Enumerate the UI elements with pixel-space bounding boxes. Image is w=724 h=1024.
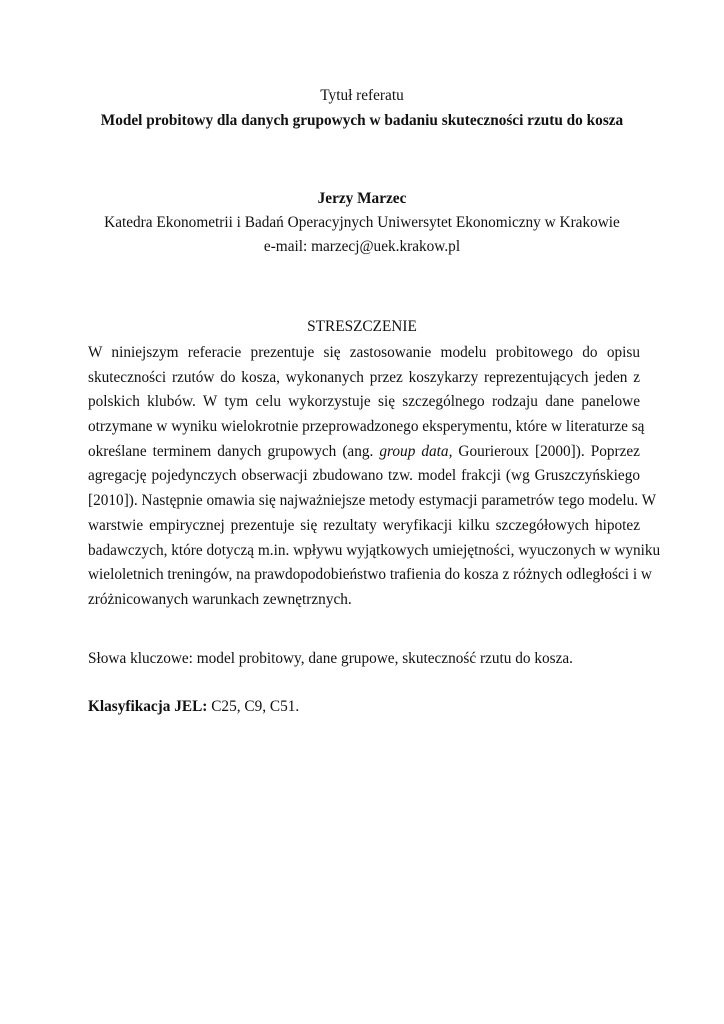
abstract-body: [88, 341, 661, 613]
abstract-line: zróżnicowanych warunkach zewnętrznych.: [88, 590, 352, 608]
author-affiliation: Katedra Ekonometrii i Badań Operacyjnych Uniwersytet Ekonomiczny w Krakowie: [104, 214, 620, 231]
jel-classification: [88, 697, 299, 717]
jel-codes: C25, C9, C51.: [207, 698, 300, 715]
abstract-line-italic: group data,: [379, 442, 453, 460]
abstract-line: warstwie empirycznej prezentuje się rezultaty weryfikacji kilku szczegółowych hipotez: [88, 516, 640, 534]
title-label: Tytuł referatu: [320, 87, 404, 104]
author-email: e-mail: marzecj@uek.krakow.pl: [263, 238, 461, 255]
abstract-line: agregację pojedynczych obserwacji zbudowano tzw. model frakcji (wg Gruszczyńskiego: [88, 467, 640, 485]
abstract-line: polskich klubów. W tym celu wykorzystuje się szczególnego rodzaju dane panelowe: [88, 393, 640, 411]
author-name: Jerzy Marzec: [317, 190, 407, 207]
abstract-line: skuteczności rzutów do kosza, wykonanych przez koszykarzy reprezentujących jeden z: [88, 368, 640, 386]
abstract-line: badawczych, które dotyczą m.in. wpływu wyjątkowych umiejętności, wyuczonych w wyniku: [88, 541, 661, 559]
abstract-line: [88, 440, 640, 465]
keywords: Słowa kluczowe: model probitowy, dane grupowe, skuteczność rzutu do kosza.: [88, 650, 573, 667]
abstract-heading: STRESZCZENIE: [307, 318, 417, 335]
jel-label: Klasyfikacja JEL:: [88, 698, 208, 715]
paper-title: Model probitowy dla danych grupowych w badaniu skuteczności rzutu do kosza: [100, 112, 624, 129]
abstract-line: wieloletnich treningów, na prawdopodobieństwo trafienia do kosza z różnych odległości i w: [88, 566, 652, 584]
abstract-line-text: Gourieroux [2000]). Poprzez: [452, 442, 640, 460]
abstract-line: [2010]). Następnie omawia się najważniejsze metody estymacji parametrów tego modelu. W: [88, 492, 657, 510]
abstract-line: W niniejszym referacie prezentuje się zastosowanie modelu probitowego do opisu: [88, 344, 640, 361]
abstract-line-text: określane terminem danych grupowych (ang.: [88, 442, 380, 460]
abstract-line: otrzymane w wyniku wielokrotnie przeprowadzonego eksperymentu, które w literaturze są: [88, 418, 645, 436]
